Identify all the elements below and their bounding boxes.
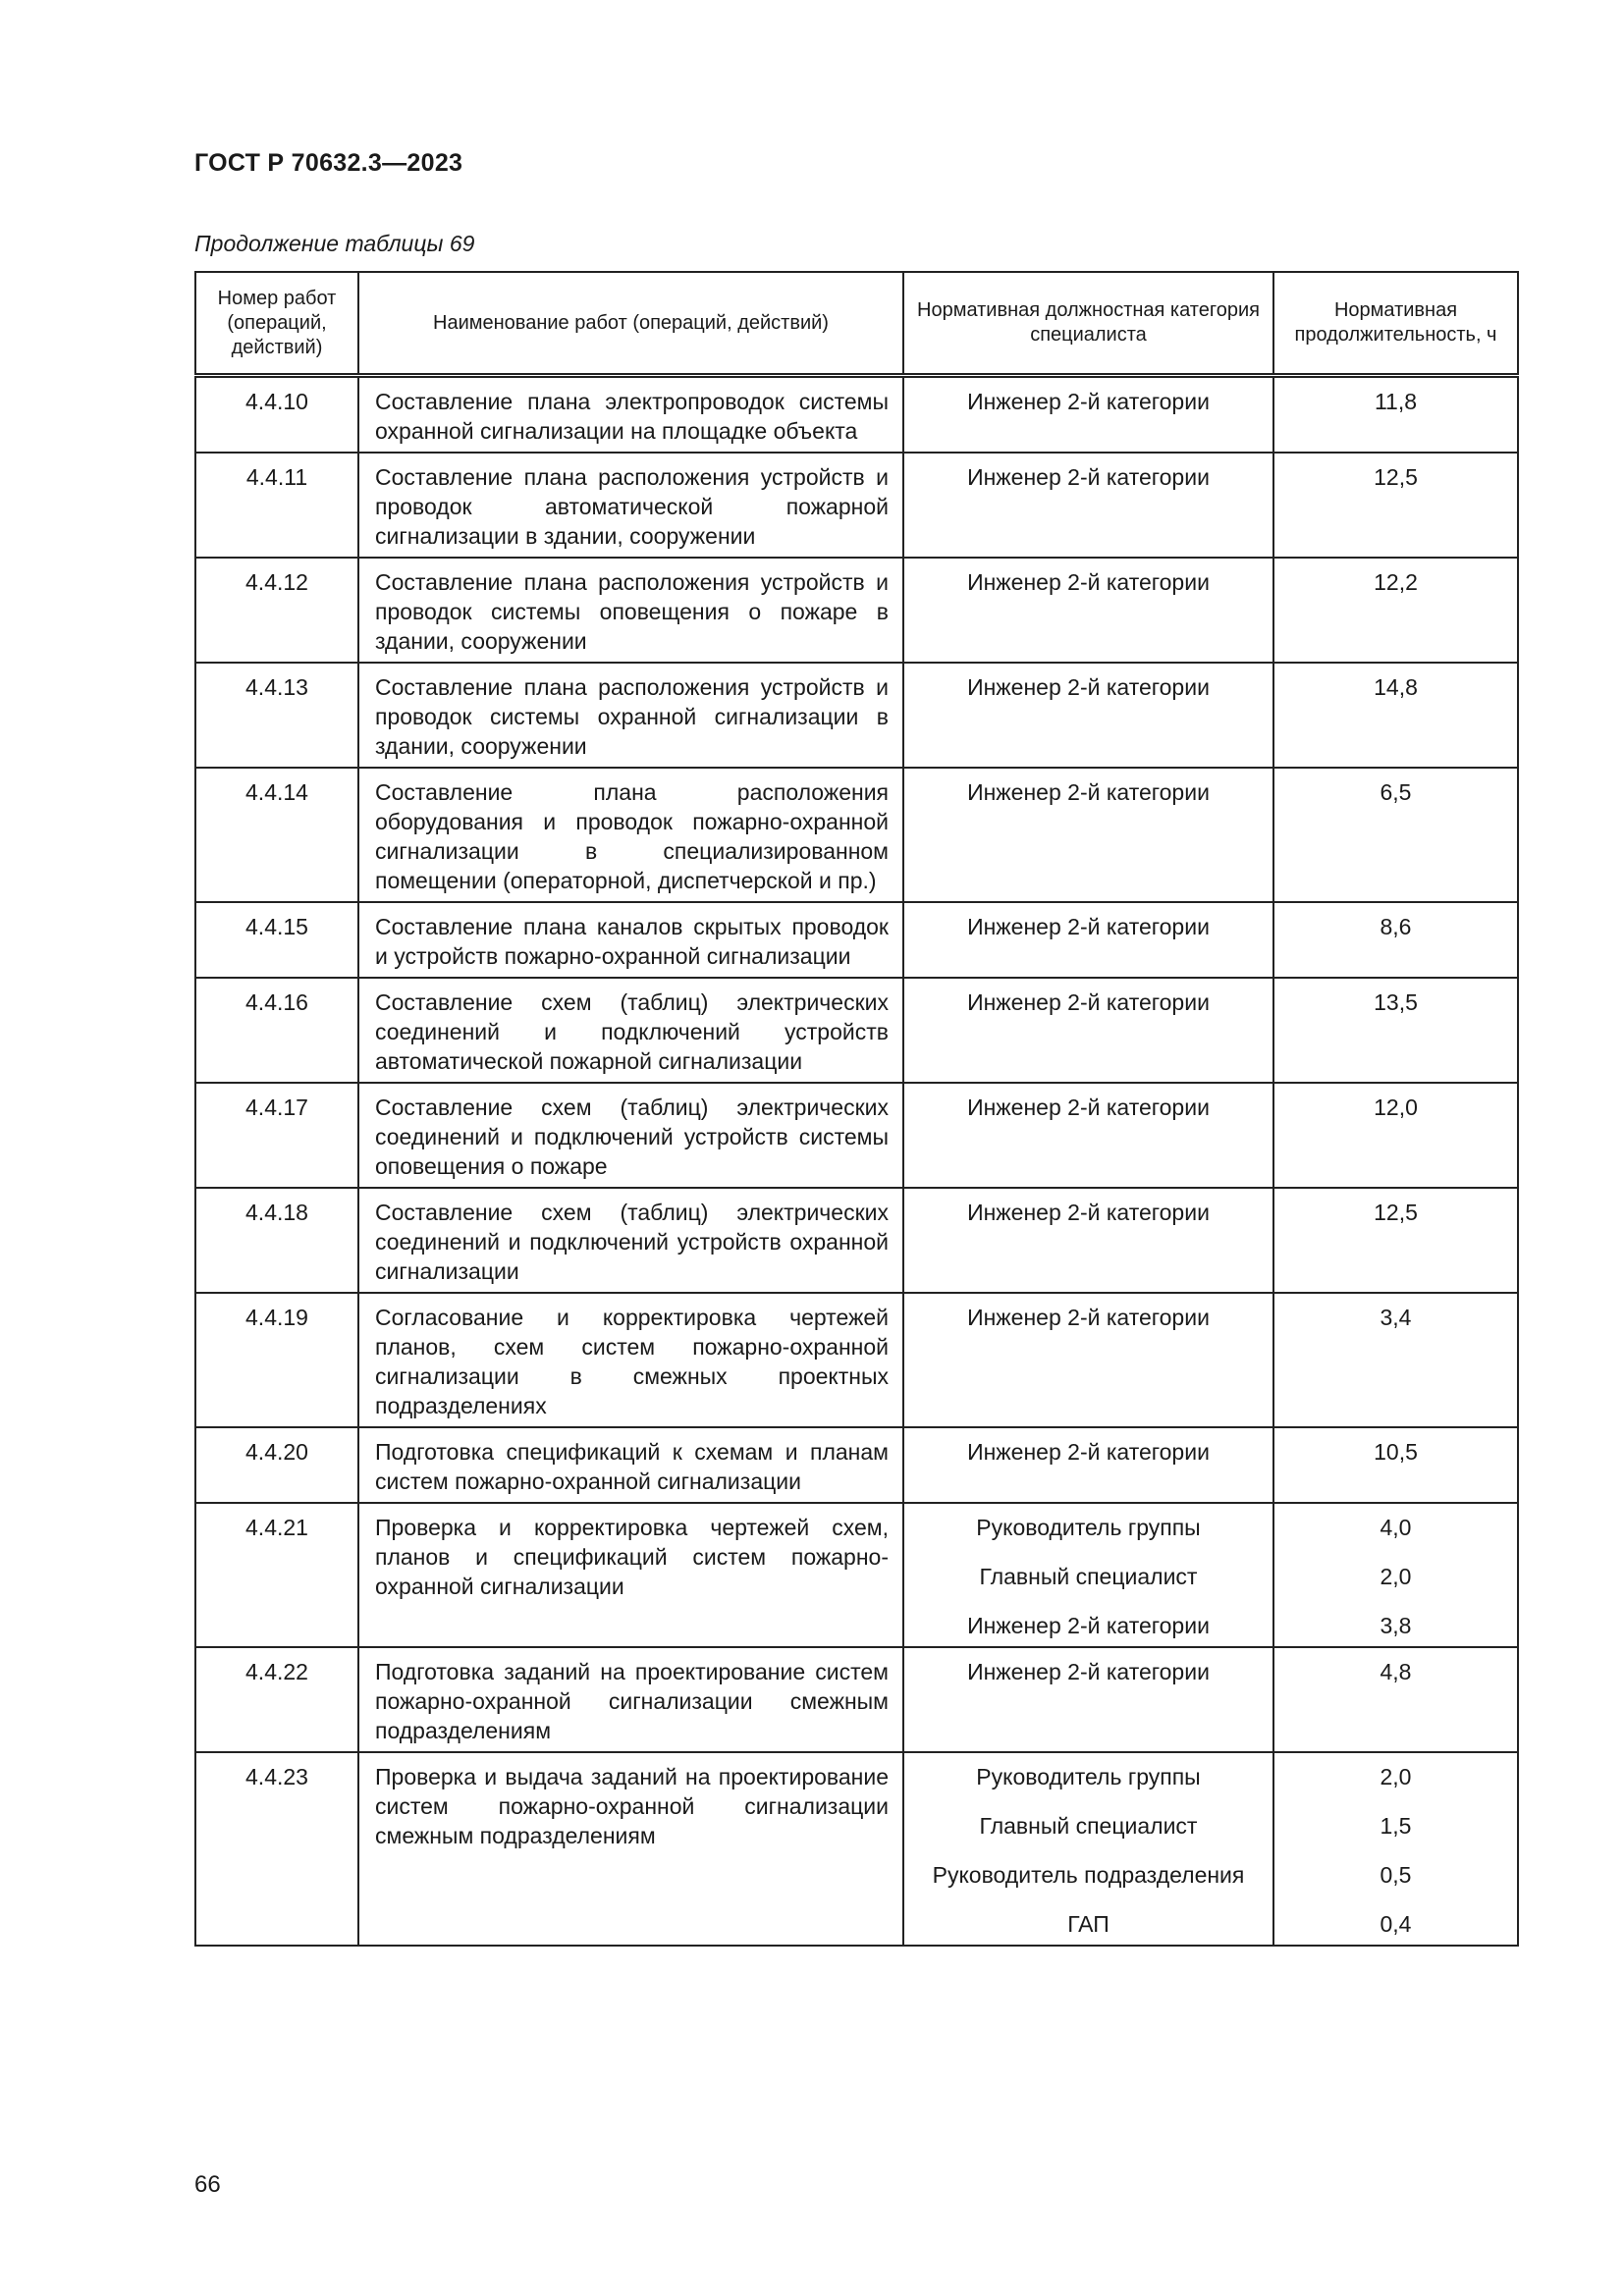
specialist-category: Инженер 2-й категории — [967, 989, 1210, 1015]
work-number: 4.4.19 — [195, 1293, 358, 1427]
specialist-category: Инженер 2-й категории — [967, 1659, 1210, 1684]
work-number: 4.4.14 — [195, 768, 358, 902]
specialist-category-cell — [903, 1293, 1273, 1427]
specialist-category-cell — [903, 978, 1273, 1083]
table-row — [195, 768, 1518, 902]
duration-value: 0,4 — [1380, 1911, 1412, 1937]
specialist-category-cell — [903, 1083, 1273, 1188]
duration-value: 4,8 — [1380, 1659, 1412, 1684]
work-name: Составление плана каналов скрытых проводок и устройств пожарно-охранной сигнализации — [358, 902, 903, 978]
duration-value: 2,0 — [1380, 1564, 1412, 1589]
specialist-category-cell — [903, 663, 1273, 768]
specialist-category: Инженер 2-й категории — [967, 389, 1210, 414]
table-row — [195, 902, 1518, 978]
work-name: Подготовка заданий на проектирование систем пожарно-охранной сигнализации смежным подразделениям — [358, 1647, 903, 1752]
norms-table — [194, 271, 1519, 1947]
duration-cell — [1273, 902, 1518, 978]
duration-value: 10,5 — [1374, 1439, 1418, 1465]
duration-cell — [1273, 1427, 1518, 1503]
duration-value: 11,8 — [1374, 389, 1418, 414]
specialist-category: ГАП — [1067, 1911, 1110, 1937]
duration-cell — [1273, 768, 1518, 902]
work-name: Составление схем (таблиц) электрических соединений и подключений устройств автоматической пожарной сигнализации — [358, 978, 903, 1083]
duration-cell — [1273, 1503, 1518, 1647]
work-number: 4.4.18 — [195, 1188, 358, 1293]
work-number: 4.4.13 — [195, 663, 358, 768]
table-caption: Продолжение таблицы 69 — [194, 231, 475, 256]
specialist-category: Главный специалист — [979, 1564, 1198, 1589]
work-name: Составление схем (таблиц) электрических соединений и подключений устройств охранной сигнализации — [358, 1188, 903, 1293]
work-number: 4.4.11 — [195, 453, 358, 558]
specialist-category-cell — [903, 453, 1273, 558]
duration-cell — [1273, 1188, 1518, 1293]
duration-cell — [1273, 1647, 1518, 1752]
specialist-category-cell — [903, 1427, 1273, 1503]
column-header-duration: Нормативная продолжительность, ч — [1273, 272, 1518, 376]
specialist-category: Инженер 2-й категории — [967, 1613, 1210, 1638]
specialist-category: Инженер 2-й категории — [967, 674, 1210, 700]
table-row — [195, 1293, 1518, 1427]
table-row — [195, 1752, 1518, 1946]
duration-value: 0,5 — [1380, 1862, 1412, 1888]
specialist-category-cell — [903, 1503, 1273, 1647]
duration-cell — [1273, 978, 1518, 1083]
specialist-category-cell — [903, 376, 1273, 454]
work-name: Проверка и корректировка чертежей схем, планов и спецификаций систем пожарно-охранной сигнализации — [358, 1503, 903, 1647]
work-number: 4.4.17 — [195, 1083, 358, 1188]
specialist-category: Инженер 2-й категории — [967, 1095, 1210, 1120]
duration-cell — [1273, 558, 1518, 663]
specialist-category: Инженер 2-й категории — [967, 464, 1210, 490]
work-name: Составление схем (таблиц) электрических соединений и подключений устройств системы оповещения о пожаре — [358, 1083, 903, 1188]
work-name: Составление плана расположения устройств и проводок системы оповещения о пожаре в здании, сооружении — [358, 558, 903, 663]
column-header-category: Нормативная должностная категория специалиста — [903, 272, 1273, 376]
table-row — [195, 663, 1518, 768]
work-number: 4.4.12 — [195, 558, 358, 663]
table-row — [195, 1503, 1518, 1647]
specialist-category: Инженер 2-й категории — [967, 1200, 1210, 1225]
work-name: Согласование и корректировка чертежей планов, схем систем пожарно-охранной сигнализации в смежных проектных подразделениях — [358, 1293, 903, 1427]
work-name: Составление плана расположения устройств и проводок автоматической пожарной сигнализации в здании, сооружении — [358, 453, 903, 558]
duration-value: 12,2 — [1374, 569, 1418, 595]
specialist-category: Инженер 2-й категории — [967, 914, 1210, 939]
duration-value: 1,5 — [1380, 1813, 1412, 1839]
specialist-category: Руководитель подразделения — [932, 1862, 1245, 1888]
specialist-category: Инженер 2-й категории — [967, 1305, 1210, 1330]
specialist-category-cell — [903, 902, 1273, 978]
duration-cell — [1273, 376, 1518, 454]
work-number: 4.4.10 — [195, 376, 358, 454]
work-name: Проверка и выдача заданий на проектирование систем пожарно-охранной сигнализации смежным подразделениям — [358, 1752, 903, 1946]
duration-value: 4,0 — [1380, 1515, 1412, 1540]
specialist-category: Инженер 2-й категории — [967, 779, 1210, 805]
table-body — [195, 376, 1518, 1947]
table-row — [195, 1083, 1518, 1188]
duration-cell — [1273, 1293, 1518, 1427]
specialist-category: Инженер 2-й категории — [967, 569, 1210, 595]
specialist-category-cell — [903, 1647, 1273, 1752]
duration-value: 2,0 — [1380, 1764, 1412, 1789]
duration-cell — [1273, 453, 1518, 558]
work-name: Составление плана электропроводок системы охранной сигнализации на площадке объекта — [358, 376, 903, 454]
work-number: 4.4.21 — [195, 1503, 358, 1647]
document-code: ГОСТ Р 70632.3—2023 — [194, 149, 463, 177]
work-name: Составление плана расположения устройств и проводок системы охранной сигнализации в здании, сооружении — [358, 663, 903, 768]
table-header — [195, 272, 1518, 376]
specialist-category: Главный специалист — [979, 1813, 1198, 1839]
column-header-number: Номер работ (операций, действий) — [195, 272, 358, 376]
table-row — [195, 1427, 1518, 1503]
specialist-category: Руководитель группы — [976, 1515, 1201, 1540]
table-row — [195, 453, 1518, 558]
duration-cell — [1273, 1083, 1518, 1188]
work-name: Составление плана расположения оборудования и проводок пожарно-охранной сигнализации в специализированном помещении (операторной, диспетчерской и пр.) — [358, 768, 903, 902]
duration-cell — [1273, 1752, 1518, 1946]
duration-value: 14,8 — [1374, 674, 1418, 700]
specialist-category-cell — [903, 768, 1273, 902]
duration-value: 12,5 — [1374, 1200, 1418, 1225]
work-number: 4.4.15 — [195, 902, 358, 978]
specialist-category-cell — [903, 1752, 1273, 1946]
duration-value: 13,5 — [1374, 989, 1418, 1015]
table-row — [195, 376, 1518, 454]
work-name: Подготовка спецификаций к схемам и планам систем пожарно-охранной сигнализации — [358, 1427, 903, 1503]
work-number: 4.4.20 — [195, 1427, 358, 1503]
column-header-name: Наименование работ (операций, действий) — [358, 272, 903, 376]
work-number: 4.4.23 — [195, 1752, 358, 1946]
duration-value: 3,4 — [1380, 1305, 1412, 1330]
specialist-category: Инженер 2-й категории — [967, 1439, 1210, 1465]
table-row — [195, 1188, 1518, 1293]
work-number: 4.4.22 — [195, 1647, 358, 1752]
specialist-category: Руководитель группы — [976, 1764, 1201, 1789]
table-row — [195, 978, 1518, 1083]
duration-cell — [1273, 663, 1518, 768]
duration-value: 12,0 — [1374, 1095, 1418, 1120]
specialist-category-cell — [903, 558, 1273, 663]
table-row — [195, 558, 1518, 663]
specialist-category-cell — [903, 1188, 1273, 1293]
table-row — [195, 1647, 1518, 1752]
duration-value: 3,8 — [1380, 1613, 1412, 1638]
page-number: 66 — [194, 2171, 221, 2198]
work-number: 4.4.16 — [195, 978, 358, 1083]
duration-value: 8,6 — [1380, 914, 1412, 939]
duration-value: 6,5 — [1380, 779, 1412, 805]
duration-value: 12,5 — [1374, 464, 1418, 490]
